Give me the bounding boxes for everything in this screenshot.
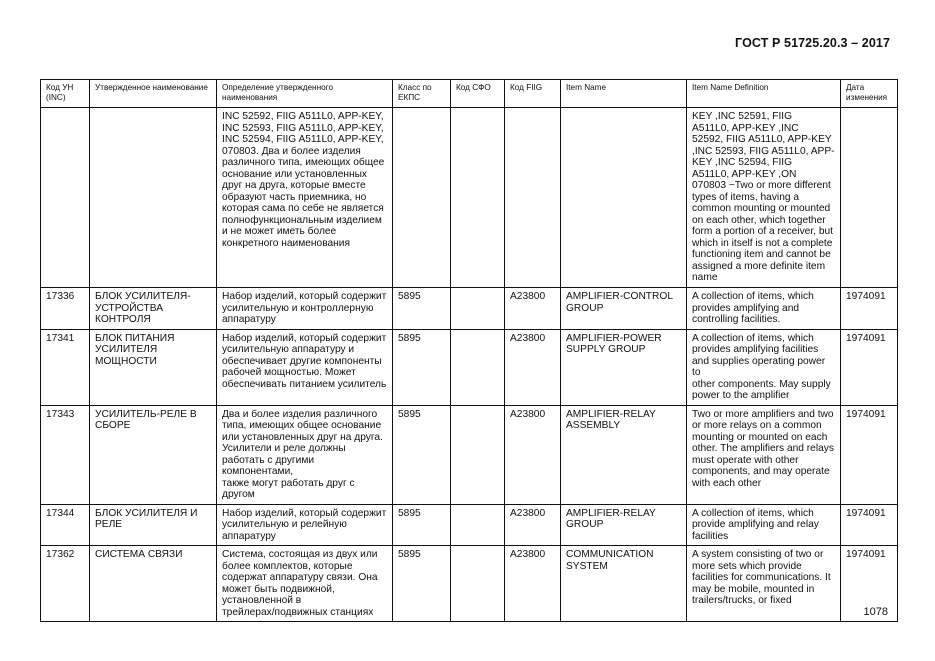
cell-ekps: 5895 bbox=[393, 504, 451, 546]
cell-ekps bbox=[393, 108, 451, 288]
cell-definition-ru: Набор изделий, который содержит усилительную и контроллерную аппаратуру bbox=[217, 288, 393, 330]
cell-item-name: COMMUNICATION SYSTEM bbox=[561, 546, 687, 622]
cell-date bbox=[841, 108, 898, 288]
cell-name-ru bbox=[90, 108, 217, 288]
cell-item-name: AMPLIFIER-RELAY GROUP bbox=[561, 504, 687, 546]
cell-definition-ru: Система, состоящая из двух или более комплектов, которые содержат аппаратуру связи. Она может быть подвижной, установленной в трейлерах/подвижных станциях bbox=[217, 546, 393, 622]
cell-name-ru: СИСТЕМА СВЯЗИ bbox=[90, 546, 217, 622]
col-header-name-ru: Утвержденное наименование bbox=[90, 80, 217, 108]
cell-inc bbox=[41, 108, 90, 288]
cell-date: 1974091 bbox=[841, 504, 898, 546]
cell-sfo bbox=[451, 546, 505, 622]
cell-item-name: AMPLIFIER-POWER SUPPLY GROUP bbox=[561, 329, 687, 405]
cell-definition-en: A system consisting of two or more sets which provide facilities for communications. It may be mobile, mounted in trailers/trucks, or fixed bbox=[687, 546, 841, 622]
cell-sfo bbox=[451, 108, 505, 288]
cell-sfo bbox=[451, 504, 505, 546]
document-standard-header: ГОСТ Р 51725.20.3 – 2017 bbox=[735, 36, 890, 50]
table-row bbox=[41, 329, 898, 405]
cell-definition-en: A collection of items, which provide amplifying and relay facilities bbox=[687, 504, 841, 546]
cell-date: 1974091 bbox=[841, 288, 898, 330]
cell-fiig: A23800 bbox=[505, 288, 561, 330]
col-header-ekps: Класс по ЕКПС bbox=[393, 80, 451, 108]
cell-ekps: 5895 bbox=[393, 546, 451, 622]
col-header-fiig: Код FIIG bbox=[505, 80, 561, 108]
table-row bbox=[41, 405, 898, 504]
cell-ekps: 5895 bbox=[393, 288, 451, 330]
cell-ekps: 5895 bbox=[393, 329, 451, 405]
col-header-sfo: Код СФО bbox=[451, 80, 505, 108]
cell-definition-en: A collection of items, which provides amplifying facilities and supplies operating power to other components. May supply power to the amplifier bbox=[687, 329, 841, 405]
table-row bbox=[41, 504, 898, 546]
cell-date: 1974091 bbox=[841, 329, 898, 405]
cell-name-ru: БЛОК УСИЛИТЕЛЯ И РЕЛЕ bbox=[90, 504, 217, 546]
col-header-inc: Код УН (INC) bbox=[41, 80, 90, 108]
cell-definition-ru: Два и более изделия различного типа, имеющих общее основание или установленных друг на друга. Усилители и реле должны работать с другими компонентами, также могут работать друг с другом bbox=[217, 405, 393, 504]
cell-fiig: A23800 bbox=[505, 504, 561, 546]
cell-sfo bbox=[451, 329, 505, 405]
cell-date: 1974091 bbox=[841, 405, 898, 504]
table-row-continuation bbox=[41, 108, 898, 288]
cell-definition-en: A collection of items, which provides amplifying and controlling facilities. bbox=[687, 288, 841, 330]
col-header-item-name-definition: Item Name Definition bbox=[687, 80, 841, 108]
col-header-definition-ru: Определение утвержденного наименования bbox=[217, 80, 393, 108]
cell-inc: 17341 bbox=[41, 329, 90, 405]
items-table bbox=[40, 79, 898, 622]
cell-item-name: AMPLIFIER-CONTROL GROUP bbox=[561, 288, 687, 330]
page-number: 1078 bbox=[863, 606, 888, 618]
cell-definition-en: Two or more amplifiers and two or more relays on a common mounting or mounted on each other. The amplifiers and relays must operate with other components, and may operate with each other bbox=[687, 405, 841, 504]
cell-inc: 17344 bbox=[41, 504, 90, 546]
cell-sfo bbox=[451, 405, 505, 504]
cell-definition-ru: Набор изделий, который содержит усилительную и релейную аппаратуру bbox=[217, 504, 393, 546]
cell-inc: 17362 bbox=[41, 546, 90, 622]
cell-name-ru: БЛОК ПИТАНИЯ УСИЛИТЕЛЯ МОЩНОСТИ bbox=[90, 329, 217, 405]
cell-name-ru: БЛОК УСИЛИТЕЛЯ- УСТРОЙСТВА КОНТРОЛЯ bbox=[90, 288, 217, 330]
cell-item-name bbox=[561, 108, 687, 288]
cell-date: 1974091 bbox=[841, 546, 898, 622]
cell-ekps: 5895 bbox=[393, 405, 451, 504]
col-header-date: Дата изменения bbox=[841, 80, 898, 108]
cell-fiig: A23800 bbox=[505, 405, 561, 504]
cell-fiig: A23800 bbox=[505, 329, 561, 405]
cell-name-ru: УСИЛИТЕЛЬ-РЕЛЕ В СБОРЕ bbox=[90, 405, 217, 504]
cell-definition-ru: Набор изделий, который содержит усилительную аппаратуру и обеспечивает другие компоненты рабочей мощностью. Может обеспечивать питанием усилитель bbox=[217, 329, 393, 405]
cell-inc: 17343 bbox=[41, 405, 90, 504]
cell-definition-en: KEY ,INC 52591, FIIG A511L0, APP-KEY ,INC 52592, FIIG A511L0, APP-KEY ,INC 52593, FIIG A511L0, APP- KEY ,INC 52594, FIIG A511L0, APP-KEY ,ON 070803 ~Two or more different types of items, having a common mounting or mounted on each other, which together form a portion of a receiver, but which in itself is not a complete functioning item and cannot be assigned a more definite item name bbox=[687, 108, 841, 288]
cell-item-name: AMPLIFIER-RELAY ASSEMBLY bbox=[561, 405, 687, 504]
cell-fiig bbox=[505, 108, 561, 288]
table-header-row bbox=[41, 80, 898, 108]
col-header-item-name: Item Name bbox=[561, 80, 687, 108]
cell-definition-ru: INC 52592, FIIG A511L0, APP-KEY, INC 52593, FIIG A511L0, APP-KEY, INC 52594, FIIG A511L0, APP-KEY, 070803. Два и более изделия различного типа, имеющих общее основание или установленных друг на друга, которые вместе образуют часть приемника, но которая сама по себе не является полнофункциональным изделием и не может иметь более конкретного наименования bbox=[217, 108, 393, 288]
cell-inc: 17336 bbox=[41, 288, 90, 330]
cell-sfo bbox=[451, 288, 505, 330]
table-row bbox=[41, 288, 898, 330]
table-row bbox=[41, 546, 898, 622]
cell-fiig: A23800 bbox=[505, 546, 561, 622]
